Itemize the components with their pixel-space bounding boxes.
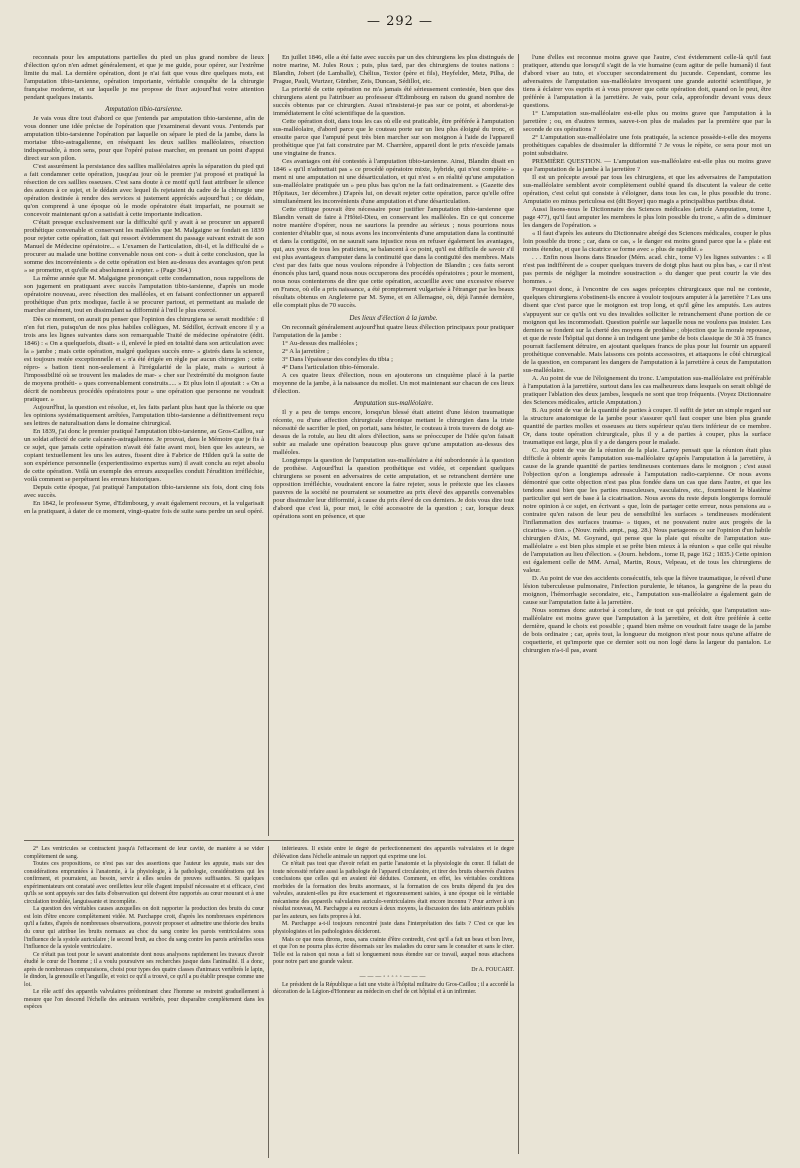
paragraph: 2° Les ventricules se contractent jusqu'à l'effacement de leur cavité, de manière à se vider complètement de sang.: [24, 846, 264, 860]
paragraph: C'était presque exclusivement sur la difficulté qu'il y avait à se procurer un appareil prothétique convenable et conservant les malléoles que M. Malgaigne se fondait en 1839 pour rejeter cette opération, fait qui ressort évidemment du passage suivant extrait de son Manuel de Médecine opératoire... « L'examen de l'articulation, dit-il, et la difficulté de » procurer au malade une bottine convenable nous ont con- » duit à cette conclusion, que la somme des inconvénients » de cette opération est bien au-dessus des avantages qu'on peut » se promettre, et qu'elle est absolument à rejeter. » (Page 364.): [24, 219, 264, 275]
paragraph: Le président de la République a fait une visite à l'hôpital militaire du Gros-Caillou ; il a accordé la décoration de la Légion-d'Honneur au médecin en chef de cet hôpital et à un infirmier.: [273, 981, 514, 996]
paragraph: Dès ce moment, on aurait pu penser que l'opinion des chirurgiens se serait modifiée : il n'en fut rien, puisqu'un de nos plus habiles collègues, M. Sédillot, écrivait encore il y a trois ans les lignes suivantes dans son remarquable Traité de médecine opératoire (édit. 1846) : « On a quelquefois, disait- » il, enlevé le pied en totalité dans son articulation avec la » jambe ; mais cette opération, malgré quelques succès enre- » gistrés dans la science, est toujours restée exceptionnelle et » n'a été érigée en règle par aucun chirurgien ; cette répro- » bation tient non-seulement à l'irrégularité de la plaie, mais » surtout à l'impossibilité où se trouvent les malades de mar- » cher sur l'extrémité du moignon faute de moyens prothéti- » ques convenablement construits..... » Et plus loin il ajoutait : « On a décrit de nombreux procédés opératoires pour » une opération que personne ne voudrait pratiquer. »: [24, 315, 264, 403]
paragraph: La priorité de cette opération ne m'a jamais été sérieusement contestée, bien que des chirurgiens aient pu l'attribuer au professeur d'Edimbourg en raison du grand nombre de succès obtenus par ce chirurgien. Aussi n'insisterai-je pas sur ce point, et aborderai-je immédiatement le côté scientifique de la question.: [273, 86, 514, 118]
paragraph: 2° A la jarretière ;: [282, 347, 329, 355]
paragraph: Il est un précepte avoué par tous les chirurgiens, et que les adversaires de l'amputation sus-malléolaire semblent avoir complètement oublié quand ils discutent la valeur de cette opération, c'est celui qui consiste à s'éloigner, dans tous les cas, le plus possible du tronc. Amputatio eo minus periculosa est (dit Boyer) quo magis a principalibus partibus distat.: [523, 174, 771, 206]
page-number: — 292 —: [366, 14, 434, 29]
paragraph: 1° L'amputation sus-malléolaire est-elle plus ou moins grave que l'amputation à la jarretière ; ou, en d'autres termes, sauve-t-on plus de malades par la première que par la seconde de ces opérations ?: [523, 110, 771, 134]
paragraph: Nous sommes donc autorisé à conclure, de tout ce qui précède, que l'amputation sus-malléolaire est moins grave que l'amputation à la jarretière, et doit être préférée à cette dernière, quand le choix est possible ; quand bien même on voudrait faire usage de la jambe de bois ordinaire ; car, après tout, la longueur du moignon n'est pour nous qu'une affaire de coquetterie, et qu'importe que ce dernier soit ou non logé dans la largeur du pantalon. Le chirurgien n'a-t-il pas, avant: [523, 607, 771, 655]
paragraph: Aussi lisons-nous le Dictionnaire des Sciences médicales (article Amputation, tome I, page 477), qu'il faut amputer les membres le plus loin possible du tronc, « afin de » diminuer les dangers de l'opération. »: [523, 206, 771, 230]
column-divider: [268, 846, 269, 1158]
paragraph: « Il faut d'après les auteurs du Dictionnaire abrégé des Sciences médicales, couper le plus loin possible du tronc ; car, dans ce cas, » le danger est moins grand parce que la » plaie est moins étendue, et que la cicatrice se forme avec » plus de rapidité. »: [523, 230, 771, 254]
paragraph: La question des véritables causes auxquelles on doit rapporter la production des bruits du cœur est loin d'être encore complètement vidée. M. Parchappe croit, d'après les nombreuses expériences qu'il a faites, d'après de nombreuses observations, pouvoir proposer et admettre une théorie des bruits du cœur qui attribue les bruits normaux au choc du sang contre les parois ventriculaires sous l'influence de la systole auriculaire ; le second bruit, au choc du sang contre les parois artérielles sous l'influence de la systole ventriculaire.: [24, 906, 264, 951]
column-divider: [518, 54, 519, 1154]
section-heading: Amputation sus-malléolaire.: [353, 398, 434, 407]
paragraph: La même année que M. Malgaigne prononçait cette condamnation, nous rappelions de son jugement en pratiquant avec succès l'amputation tibio-tarsienne, d'après un mode opératoire nouveau, avec résection des malléoles, et en faisant confectionner un appareil prothétique d'un prix modique, facile à se procurer partout, et permettant au malade de marcher aisément, tout en dissimulant sa difformité à l'œil le plus exercé.: [24, 275, 264, 315]
paragraph: En 1839, j'ai donc le premier pratiqué l'amputation tibio-tarsienne, au Gros-Caillou, sur un soldat affecté de carie calcanéo-astragalienne. Je prouvai, dans le Mémoire que je fis à ce sujet, que jamais cette opération n'avait été faite avant moi, bien que les auteurs, se copiant textuellement les uns les autres, fissent dire à Fabrice de Hilden qu'à la suite de son expérience personnelle (experientissimo expertus sum) il avait conclu au rejet absolu de cette opération. Voilà un exemple des erreurs auxquelles conduit l'érudition irréfléchie, voilà comment se perpétuent les erreurs historiques.: [24, 427, 264, 483]
paragraph: Longtemps la question de l'amputation sus-malléolaire a été subordonnée à la question de prothèse. Aujourd'hui la question prothétique est vidée, et cependant quelques chirurgiens se posent en adversaires de cette amputation, et se retranchent derrière une opposition irréfléchie, voudraient encore la faire rejeter, sous le prétexte que les classes pauvres de la société ne pourraient se soumettre au prix élevé des appareils convenables pour dissimuler leur difformité, à cause du prix élevé de ces derniers. Je dois vous dire tout d'abord que c'est là, pour moi, le côté accessoire de la question ; car, lorsque deux opérations sont en présence, et que: [273, 456, 514, 520]
paragraph: reconnais pour les amputations partielles du pied un plus grand nombre de lieux d'élection qu'on n'en admet généralement, et que je me guide, pour opérer, sur l'extrême limite du mal. La dernière opération, dont je n'ai fait que vous dire quelques mots, est l'amputation tibio-tarsienne, opération importante, véritable conquête de la chirurgie française moderne, et sur laquelle je me propose de fixer aujourd'hui votre attention pendant quelques instants.: [24, 54, 264, 102]
paragraph: Le rôle actif des appareils valvulaires prédominant chez l'homme se restreint graduellement à mesure que l'on descend l'échelle des animaux vertébrés, pour disparaître complètement dans les espèces: [24, 989, 264, 1011]
paragraph: Depuis cette époque, j'ai pratiqué l'amputation tibio-tarsienne six fois, dont cinq fois avec succès.: [24, 483, 264, 499]
paragraph: Ce n'était pas tout pour le savant anatomiste dont nous analysons rapidement les travaux d'avoir étudié le cœur de l'homme ; il a voulu poursuivre ses recherches jusque dans l'animalité. Il a donc, après de nombreuses comparaisons, choisi pour types des quatre classes d'animaux vertébrés le lapin, le dindon, la grenouille et l'anguille, et voici ce qu'il a trouvé, ce qu'il a pu établir presque comme une loi.: [24, 951, 264, 988]
paragraph: Aujourd'hui, la question est résolue, et, les faits parlant plus haut que la théorie ou que les opinions systématiquement arrêtées, l'amputation tibio-tarsienne a définitivement reçu ses lettres de naturalisation dans le domaine chirurgical.: [24, 403, 264, 427]
paragraph: . . . Enfin nous lisons dans Brasdor (Mém. acad. chir., tome V) les lignes suivantes : « Il n'est pas indifférent de » couper quelques travers de doigt plus haut ou plus bas, » car il n'est pas permis de négliger la moindre soustraction » du danger que peut courir la vie des hommes. »: [523, 254, 771, 286]
paragraph: A ces quatre lieux d'élection, nous en ajouterons un cinquième placé à la partie moyenne de la jambe, à la naissance du mollet. Un mot maintenant sur chacun de ces lieux d'élection.: [273, 371, 514, 395]
paragraph: Pourquoi donc, à l'encontre de ces sages préceptes chirurgicaux que nul ne conteste, quelques chirurgiens s'obstinent-ils encore à vouloir toujours amputer à la jarretière ? Les uns disent que c'est parce que le moignon est trop long, et qu'il gêne les amputés. Les autres s'appuyent sur ce qu'ils ont vu des invalides solliciter le retranchement d'une portion de ce moignon qui les incommodait. Question puérile sur laquelle nous ne voulons pas insister. Les derniers se fondent sur la cherté des moyens de prothèse ; objection que la morale repousse, et que de reste l'hôpital qui donne à un indigent une jambe de bois classique de 30 à 35 francs pourrait facilement détruire, en ajoutant quelques francs de plus pour lui fournir un appareil prothétique convenable. Mais laissons ces points accessoires, et attaquons le côté chirurgical de la question, en comparant les dangers de l'amputation à la jarretière à ceux de l'amputation sus-malléolaire.: [523, 286, 771, 374]
paragraph: Je vais vous dire tout d'abord ce que j'entends par amputation tibio-tarsienne, afin de vous donner une idée précise de l'opération que j'examinerai devant vous. J'entends par amputation tibio-tarsienne l'opération par laquelle on sépare le pied de la jambe, dans la mortaise tibio-astragalienne, en réséquant les deux saillies malléolaires, résection indispensable, à mon sens, pour que l'opéré puisse marcher, en prenant un point d'appui direct sur son pilon.: [24, 115, 264, 163]
paragraph: 1° Au-dessus des malléoles ;: [282, 339, 358, 347]
paragraph: On reconnaît généralement aujourd'hui quatre lieux d'élection principaux pour pratiquer l'amputation de la jambe :: [273, 323, 514, 339]
paragraph: Ces avantages ont été contestés à l'amputation tibio-tarsienne. Ainsi, Blandin disait en 1846 « qu'il n'admettait pas » ce procédé opératoire mixte, hybride, qui n'est complète- » ment ni une amputation ni une désarticulation, et qui n'est » en réalité qu'une amputation sus-malléolaire pratiquée un » peu plus bas qu'on ne la fait ordinairement. » (Gazette des Hôpitaux, 1er décembre.) D'après lui, on devait rejeter cette opération, parce qu'elle offre simultanément les inconvénients d'une amputation et d'une désarticulation.: [273, 158, 514, 206]
paragraph: En 1842, le professeur Syme, d'Edimbourg, y avait également recours, et la vulgarisait en la pratiquant, à dater de ce moment, vingt-quatre fois de suite sans perdre un seul opéré.: [24, 499, 264, 515]
separator-ornament: ———◦◦◦◦◦———: [359, 974, 428, 981]
author-signature: Dr A. FOUCART.: [471, 966, 514, 973]
paragraph: Il y a peu de temps encore, lorsqu'un blessé était atteint d'une lésion traumatique récente, ou d'une affection chirurgicale chronique mettant le chirurgien dans la triste nécessité de sacrifier le pied, on portait, sans hésiter, le couteau à trois travers de doigt au-dessus de la rotule, au lieu dit alors d'élection, sans se préoccuper de l'idée qu'on faisait subir au malade une opération beaucoup plus grave qu'une amputation au-dessus des malléoles.: [273, 408, 514, 456]
paragraph: C. Au point de vue de la réunion de la plaie. Larrey pensait que la réunion était plus difficile à obtenir après l'amputation sus-malléolaire qu'après l'amputation à la jarretière, à cause de la grande quantité de parties tendineuses contenues dans le moignon ; c'est aussi l'objection qu'on a longtemps adressée à l'amputation radio-carpienne. Or nous avons démontré que cette objection n'est pas plus fondée dans un cas que dans l'autre, et que les tendons aussi bien que les parties musculeuses, vasculaires, etc., fournissent le blastème particulier qui sert de base à la cicatrisation. Nous avons du reste depuis longtemps formulé notre opinion à ce sujet, en écrivant « que, loin de partager cette erreur, nous pensions au » contraire qu'en raison de leur peu de sensibilité les surfaces » tendineuses modéraient l'inflammation des surfaces trauma- » tiques, et ne pouvaient nuire aux progrès de la cicatrisa- » tion. » (Nouv. méth. ampt., pag. 28.) Nous partageons ce sur l'opinion d'un habile chirurgien d'Aix, M. Goyrand, qui pense que la plaie qui résulte de l'amputation sus-malléolaire » est bien plus simple et se prête bien mieux à la réunion » que celle qui résulte de l'amputation au lieu d'élection. » (Journ. hebdom., tome II, page 162 ; 1835.) Cette opinion est également celle de MM. Arnal, Martin, Roux, Velpeau, et de tous les chirurgiens de valeur.: [523, 446, 771, 574]
paragraph: En juillet 1846, elle a été faite avec succès par un des chirurgiens les plus distingués de notre marine, M. Jules Roux ; puis, plus tard, par des chirurgiens de toutes nations : Blandin, Jobert (de Lamballe), Chélius, Textor (père et fils), Heyfelder, Metz, Pilha, de Prague, Pauli, Wurtzer, Günther, Zeis, Duncan, Sédillot, etc.: [273, 54, 514, 86]
paragraph: Toutes ces propositions, ce n'est pas sur des assertions que l'auteur les appuie, mais sur des considérations empruntées à l'anatomie, à la physiologie, à la pathologie, considérations qui les confirment, et pourraient, au besoin, servir à elles seules de preuves suffisantes. Si quelques expérimentateurs ont constaté avec oreillettes leur rôle d'agent impulsif nécessaire et si efficace, c'est qu'ils se sont appuyés sur des faits d'observation qui doivent être rapportés au cœur mourant et à une circulation troublée, languissante et incomplète.: [24, 861, 264, 905]
paragraph: PREMIÈRE QUESTION. — L'amputation sus-malléolaire est-elle plus ou moins grave que l'amputation de la jambe à la jarretière ?: [523, 158, 771, 174]
paragraph: 4° Dans l'articulation tibio-fémorale.: [282, 363, 379, 371]
paragraph: D. Au point de vue des accidents consécutifs, tels que la fièvre traumatique, le réveil d'une lésion tuberculeuse pulmonaire, l'infection purulente, le tétanos, la gangrène de la peau du moignon, l'hémorrhagie secondaire, etc., l'amputation sus-malléolaire a également gain de cause sur l'amputation faite à la jarretière.: [523, 575, 771, 607]
paragraph: Cette opération doit, dans tous les cas où elle est praticable, être préférée à l'amputation sus-malléolaire, d'abord parce que le couteau porte sur un lieu plus éloigné du tronc, et ensuite parce que l'amputé peut très bien marcher sur son moignon à l'aide de l'appareil prothétique que j'ai fait construire par M. Charrière, appareil dont le prix n'excède jamais une vingtaine de francs.: [273, 118, 514, 158]
section-rule: [24, 840, 514, 841]
column-divider: [268, 54, 269, 836]
paragraph: A. Au point de vue de l'éloignement du tronc. L'amputation sus-malléolaire est préférable à l'amputation à la jarretière, surtout dans les cas malheureux dans lesquels on serait obligé de pratiquer l'ablation des deux jambes, lesquels ne sont que trop fréquents. (Voyez Dictionnaire des Sciences médicales, article Amputation.): [523, 374, 771, 406]
paragraph: Cette critique pouvait être nécessaire pour justifier l'amputation tibio-tarsienne que Blandin venait de faire à l'Hôtel-Dieu, en conservant les malléoles. En ce qui concerne notre manière d'opérer, nous ne saurions la prendre au sérieux ; nous pourrions nous contenter d'établir que, si nous avons les inconvénients d'une amputation dans la continuité et dans la contiguïté, on ne saurait sans injustice nous en refuser également les avantages, qui, aux yeux de tous les praticiens, se balancent à ce point, qu'il est difficile de savoir s'il est plus avantageux d'amputer dans la continuité que dans la contiguïté des membres. Mais c'est par des faits que nous voulons répondre à l'objection de Blandin ; ces faits seront énoncés plus tard, quand nous nous occuperons des procédés opératoires ; pour le moment, nous nous contenterons de dire que cette opération, accueillie avec une excessive réserve en France, où elle a pris naissance, a été promptement vulgarisée à l'étranger par les beaux résultats obtenus en Angleterre par M. Syme, et en Allemagne, où, déjà l'année dernière, elle comptait plus de 70 succès.: [273, 206, 514, 310]
paragraph: M. Parchappe a-t-il toujours rencontré juste dans l'interprétation des faits ? C'est ce que les physiologistes et les pathologistes décideront.: [273, 921, 514, 936]
paragraph: 3° Dans l'épaisseur des condyles du tibia ;: [282, 355, 393, 363]
paragraph: Ce n'était pas tout que d'avoir refait en partie l'anatomie et la physiologie du cœur. Il fallait de toute nécessité refaire aussi la pathologie de l'appareil circulatoire, et tirer des bruits observés d'autres conclusions que celles qui en avaient été déduites. Comment, en effet, les véritables conditions morbides de la formation des bruits anormaux, si la formation de ces bruits dépend du jeu des valvules, auraient-elles pu être exactement et rigoureusement saisies, à une époque où le véritable mécanisme des appareils valvulaires auriculo-ventriculaires était encore inconnu ? Pour arriver à un résultat nouveau, M. Parchappe a eu recours à deux moyens, la discussion des faits antérieurs publiés par les auteurs, ses faits propres à lui.: [273, 861, 514, 920]
paragraph: C'est assurément la persistance des saillies malléolaires après la séparation du pied qui a fait condamner cette opération, jusqu'au jour où le premier j'ai proposé et pratiqué la résection de ces saillies osseuses. C'est sans doute à ce motif qu'il faut attribuer le silence des auteurs à ce sujet, et le dédain avec lequel ils rejetaient du cadre de la chirurgie une opération destinée à rendre des services si justement appréciés aujourd'hui ; ce dédain, qu'on comprend à une époque où le mode opératoire était imparfait, ne pourrait se concevoir maintenant qu'on a satisfait à cette importante indication.: [24, 163, 264, 219]
column-1: [24, 54, 264, 836]
paragraph: 2° L'amputation sus-malléolaire une fois pratiquée, la science possède-t-elle des moyens prothétiques capables de dissimuler la difformité ? Je vous le répète, ce sera pour moi un point subsidiaire.: [523, 134, 771, 158]
column-2: [273, 54, 514, 836]
paragraph: B. Au point de vue de la quantité de parties à couper. Il suffit de jeter un simple regard sur la structure anatomique de la jambe pour s'assurer qu'il faut couper une bien plus grande quantité de parties molles et osseuses au tiers supérieur qu'au tiers inférieur de ce membre. Or, dans toute opération chirurgicale, plus il y a de parties à couper, plus la surface traumatique est large, plus il y a de dangers pour le malade.: [523, 406, 771, 446]
paragraph: Mais ce que nous dirons, nous, sans crainte d'être contredit, c'est qu'il a fait un beau et bon livre, et que l'on ne pourra plus écrire désormais sur les maladies du cœur sans le consulter et sans le citer. Telle est la raison qui nous a fait si longuement nous étendre sur ce travail, auquel nous attachons pour notre part une grande valeur.: [273, 936, 514, 966]
section-heading: Amputation tibio-tarsienne.: [105, 105, 183, 114]
column-3: [523, 54, 771, 1160]
lower-left-column: [24, 846, 264, 1158]
paragraph: inférieures. Il existe entre le degré de perfectionnement des appareils valvulaires et le degré d'élévation dans l'échelle animale un rapport qui exprime une loi.: [273, 846, 514, 860]
section-heading: Des lieux d'élection à la jambe.: [349, 313, 438, 322]
paragraph: l'une d'elles est reconnue moins grave que l'autre, c'est évidemment celle-là qu'il faut pratiquer, attendu que lorsqu'il s'agit de la vie humaine (cum agitur de pelle humanâ) il faut d'abord viser au tuto, et s'occuper secondairement du jucunde. Cependant, comme les adversaires de l'amputation sus-malléolaire invoquent une grande autorité scientifique, je tiens à éclairer vos esprits et à vous prouver que cette opération doit, quand on le peut, être préférée à l'amputation à la jarretière. Je vais, pour cela, approfondir devant vous deux questions.: [523, 54, 771, 110]
lower-middle-column: [273, 846, 514, 1158]
